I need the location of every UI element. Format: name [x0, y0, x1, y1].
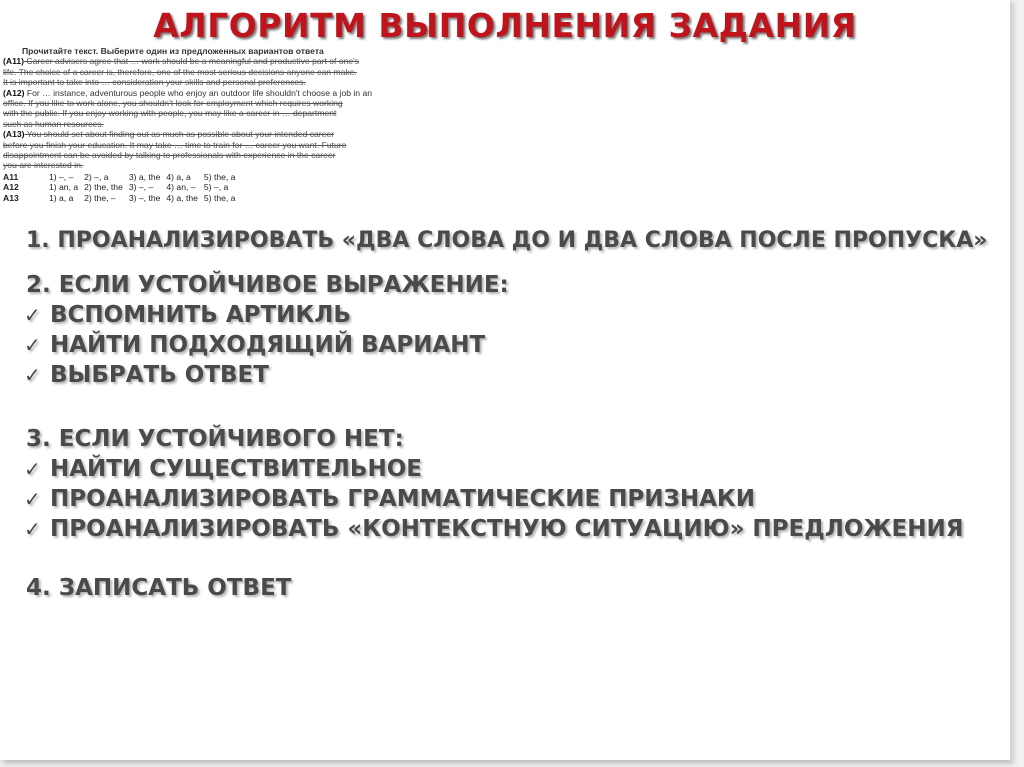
- step-2-item: ✓ ВЫБРАТЬ ОТВЕТ: [24, 362, 269, 388]
- option-cell: 1) –, –: [49, 171, 74, 182]
- option-label: A11: [3, 171, 19, 182]
- excerpt-line: (A13) You should set about finding out as much as possible about your intended career: [3, 129, 335, 140]
- option-cell: 3) a, the: [128, 171, 161, 182]
- option-cell: 1) an, a: [49, 182, 79, 193]
- excerpt-line: disappointment can be avoided by talking to professionals with experience in the career: [3, 150, 336, 161]
- answer-options-table: [3, 172, 241, 203]
- option-cell: 5) –, a: [203, 182, 229, 193]
- page-title: АЛГОРИТМ ВЫПОЛНЕНИЯ ЗАДАНИЯ: [153, 6, 857, 45]
- excerpt-line: before you finish your education. It may take … time to train for … career you want. Future: [3, 139, 347, 150]
- check-icon: ✓: [24, 457, 41, 481]
- option-cell: 2) the, –: [84, 192, 116, 203]
- excerpt-line: (A11) Career advisers agree that … work should be a meaningful and productive part of one's: [3, 56, 360, 67]
- option-cell: 3) –, –: [128, 182, 154, 193]
- option-cell: 5) the, a: [203, 171, 236, 182]
- step-2-item: ✓ ВСПОМНИТЬ АРТИКЛЬ: [24, 302, 351, 328]
- step-3-heading: 3. ЕСЛИ УСТОЙЧИВОГО НЕТ:: [26, 426, 404, 452]
- excerpt-line: It is important to take into … consideration your skills and personal preferences.: [3, 77, 306, 88]
- option-cell: 4) a, a: [166, 171, 191, 182]
- table-row: [3, 172, 241, 182]
- option-cell: 5) the, a: [203, 192, 236, 203]
- excerpt-line: with the public. If you enjoy working with people, you may like a career in … department: [3, 108, 337, 119]
- option-cell: 2) the, the: [84, 182, 123, 193]
- check-icon: ✓: [24, 303, 41, 327]
- step-4-heading: 4. ЗАПИСАТЬ ОТВЕТ: [26, 575, 292, 601]
- excerpt-line: life. The choice of a career is, therefore, one of the most serious decisions anyone can make.: [3, 66, 357, 77]
- excerpt-instruction: Прочитайте текст. Выберите один из предложенных вариантов ответа: [22, 46, 324, 56]
- option-label: A12: [3, 182, 19, 193]
- step-3-item: ✓ НАЙТИ СУЩЕСТВИТЕЛЬНОЕ: [24, 456, 422, 482]
- check-icon: ✓: [24, 363, 41, 387]
- step-3-item: ✓ ПРОАНАЛИЗИРОВАТЬ «КОНТЕКСТНУЮ СИТУАЦИЮ» ПРЕДЛОЖЕНИЯ: [24, 516, 964, 542]
- check-icon: ✓: [24, 487, 41, 511]
- check-icon: ✓: [24, 333, 41, 357]
- excerpt-line: (A12) For … instance, adventurous people who enjoy an outdoor life shouldn't choose a job in an: [3, 87, 373, 98]
- excerpt-line: office. If you like to work alone, you shouldn't look for employment which requires working: [3, 98, 343, 109]
- step-2-item: ✓ НАЙТИ ПОДХОДЯЩИЙ ВАРИАНТ: [24, 332, 486, 358]
- excerpt-text: [0, 56, 428, 170]
- step-3-item: ✓ ПРОАНАЛИЗИРОВАТЬ ГРАММАТИЧЕСКИЕ ПРИЗНАКИ: [24, 486, 755, 512]
- table-row: [3, 182, 241, 192]
- option-cell: 4) a, the: [166, 192, 198, 203]
- check-icon: ✓: [24, 517, 41, 541]
- excerpt-line: such as human resources.: [3, 118, 104, 129]
- slide-shadow: [1010, 6, 1018, 764]
- excerpt-line: you are interested in.: [3, 160, 84, 171]
- task-excerpt-image: [0, 46, 428, 222]
- step-1-heading: 1. ПРОАНАЛИЗИРОВАТЬ «ДВА СЛОВА ДО И ДВА СЛОВА ПОСЛЕ ПРОПУСКА»: [26, 228, 988, 253]
- table-row: [3, 193, 241, 203]
- step-2-heading: 2. ЕСЛИ УСТОЙЧИВОЕ ВЫРАЖЕНИЕ:: [26, 272, 509, 298]
- option-cell: 4) an, –: [166, 182, 196, 193]
- option-label: A13: [3, 192, 19, 203]
- option-cell: 1) a, a: [49, 192, 74, 203]
- option-cell: 2) –, a: [84, 171, 109, 182]
- option-cell: 3) –, the: [128, 192, 161, 203]
